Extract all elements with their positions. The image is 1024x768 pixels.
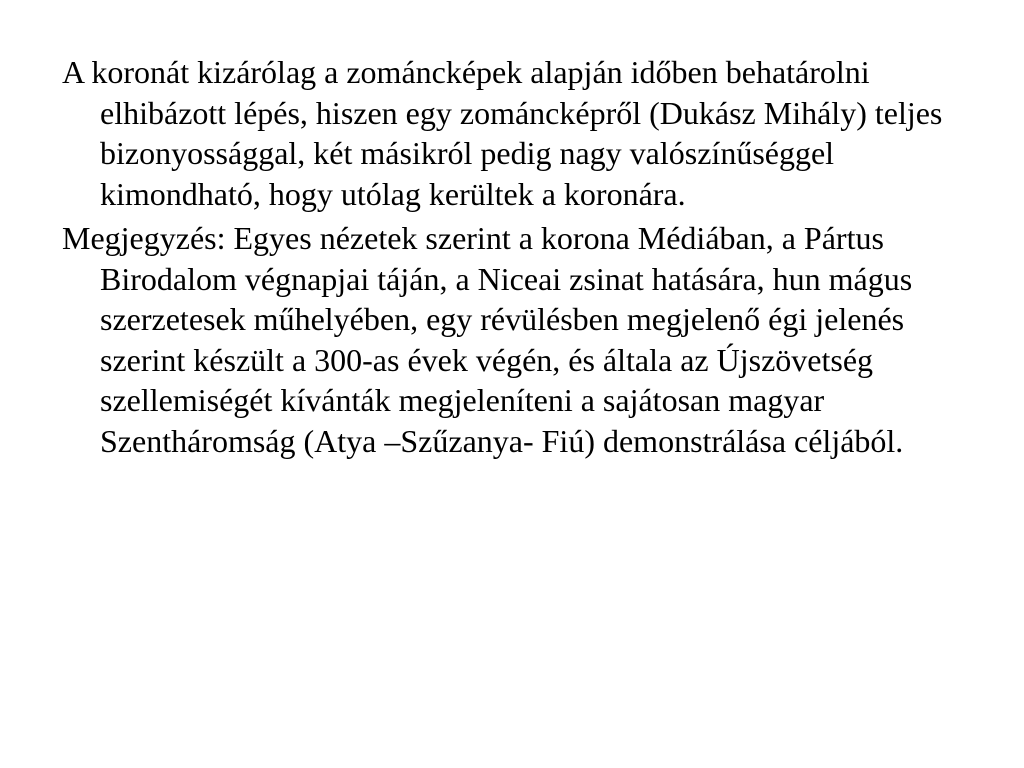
slide-body: [62, 52, 982, 465]
paragraph-note: Megjegyzés: Egyes nézetek szerint a korona Médiában, a Pártus Birodalom végnapjai táján, a Niceai zsinat hatására, hun mágus szerzetesek műhelyében, egy révülésben megjelenő égi jelenés szerint készült a 300-as évek végén, és általa az Újszövetség szellemiségét kívánták megjeleníteni a sajátosan magyar Szentháromság (Atya –Szűzanya- Fiú) demonstrálása céljából.: [62, 220, 913, 459]
paragraph-crown-dating: A koronát kizárólag a zománcképek alapján időben behatárolni elhibázott lépés, hiszen egy zománcképről (Dukász Mihály) teljes bizonyossággal, két másikról pedig nagy valószínűséggel kimondható, hogy utólag kerültek a koronára.: [62, 54, 943, 212]
